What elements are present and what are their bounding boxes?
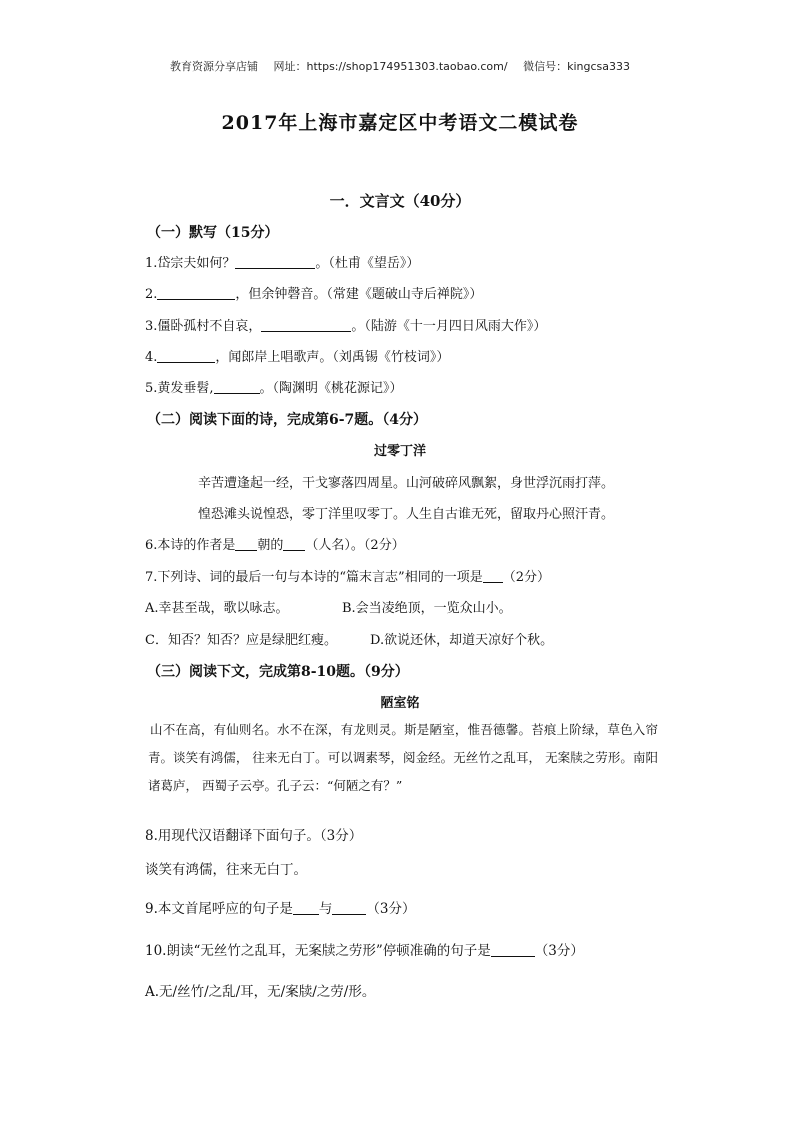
shop-name: 教育资源分享店铺 — [170, 60, 258, 73]
answer-blank[interactable] — [293, 901, 319, 915]
page-header — [0, 58, 800, 74]
question-10-option-a[interactable]: A.无/丝竹/之乱/耳，无/案牍/之劳/形。 — [145, 984, 376, 1000]
shop-url: 网址：https://shop174951303.taobao.com/ — [273, 60, 508, 73]
question-4: 4. ，闻郎岸上唱歌声。（刘禹锡《竹枝词》） — [145, 350, 450, 365]
question-8-sentence: 谈笑有鸿儒，往来无白丁。 — [145, 862, 307, 878]
question-9: 9.本文首尾呼应的句子是 与 （3分） — [145, 901, 416, 917]
option-b[interactable]: B.会当凌绝顶，一览众山小。 — [342, 601, 512, 616]
option-c[interactable]: C．知否？知否？应是绿肥红瘦。 — [145, 633, 337, 648]
question-2: 2. ，但余钟磬音。（常建《题破山寺后禅院》） — [145, 287, 483, 302]
poem-line: 辛苦遭逢起一经，干戈寥落四周星。山河破碎风飘絮，身世浮沉雨打萍。 — [198, 476, 615, 491]
answer-blank[interactable] — [235, 537, 257, 551]
answer-blank[interactable] — [157, 349, 215, 363]
part2-heading: （二）阅读下面的诗，完成第6-7题。（4分） — [147, 412, 428, 428]
option-a[interactable]: A.幸甚至哉，歌以咏志。 — [145, 601, 289, 616]
passage: 山不在高，有仙则名。水不在深，有龙则灵。斯是陋室，惟吾德馨。苔痕上阶绿，草色入帘青。谈笑有鸿儒， 往来无白丁。可以调素琴，阅金经。无丝竹之乱耳， 无案牍之劳形。南阳诸葛庐， 西蜀子云亭。孔子云：“何陋之有？” — [148, 722, 658, 793]
question-7: 7.下列诗、词的最后一句与本诗的“篇末言志”相同的一项是 （2分） — [145, 570, 550, 585]
text-title: 陋室铭 — [380, 696, 420, 711]
answer-blank[interactable] — [283, 537, 305, 551]
question-1: 1.岱宗夫如何？ 。（杜甫《望岳》） — [145, 256, 420, 271]
question-5: 5.黄发垂髫, 。（陶渊明《桃花源记》） — [145, 381, 403, 396]
question-6: 6.本诗的作者是 朝的 （人名）。（2分） — [145, 538, 405, 553]
answer-blank[interactable] — [157, 286, 235, 300]
question-10: 10.朗读“无丝竹之乱耳，无案牍之劳形”停顿准确的句子是 （3分） — [145, 943, 584, 959]
answer-blank[interactable] — [261, 318, 351, 332]
section-heading: 一．文言文（40分） — [329, 192, 471, 210]
question-8: 8.用现代汉语翻译下面句子。（3分） — [145, 828, 363, 844]
answer-blank[interactable] — [235, 255, 315, 269]
answer-blank[interactable] — [483, 569, 503, 583]
question-3: 3.僵卧孤村不自哀， 。（陆游《十一月四日风雨大作》） — [145, 319, 547, 334]
answer-blank[interactable] — [491, 943, 535, 957]
option-d[interactable]: D.欲说还休，却道天凉好个秋。 — [370, 633, 554, 648]
exam-title: 2017年上海市嘉定区中考语文二模试卷 — [221, 112, 579, 134]
poem-line: 惶恐滩头说惶恐，零丁洋里叹零丁。人生自古谁无死，留取丹心照汗青。 — [198, 507, 615, 522]
poem-title: 过零丁洋 — [373, 444, 426, 459]
answer-blank[interactable] — [214, 380, 260, 394]
part3-heading: （三）阅读下文，完成第8-10题。（9分） — [147, 664, 409, 680]
part1-heading: （一）默写（15分） — [147, 225, 279, 241]
wechat-id: 微信号：kingcsa333 — [523, 60, 630, 73]
answer-blank[interactable] — [332, 901, 366, 915]
